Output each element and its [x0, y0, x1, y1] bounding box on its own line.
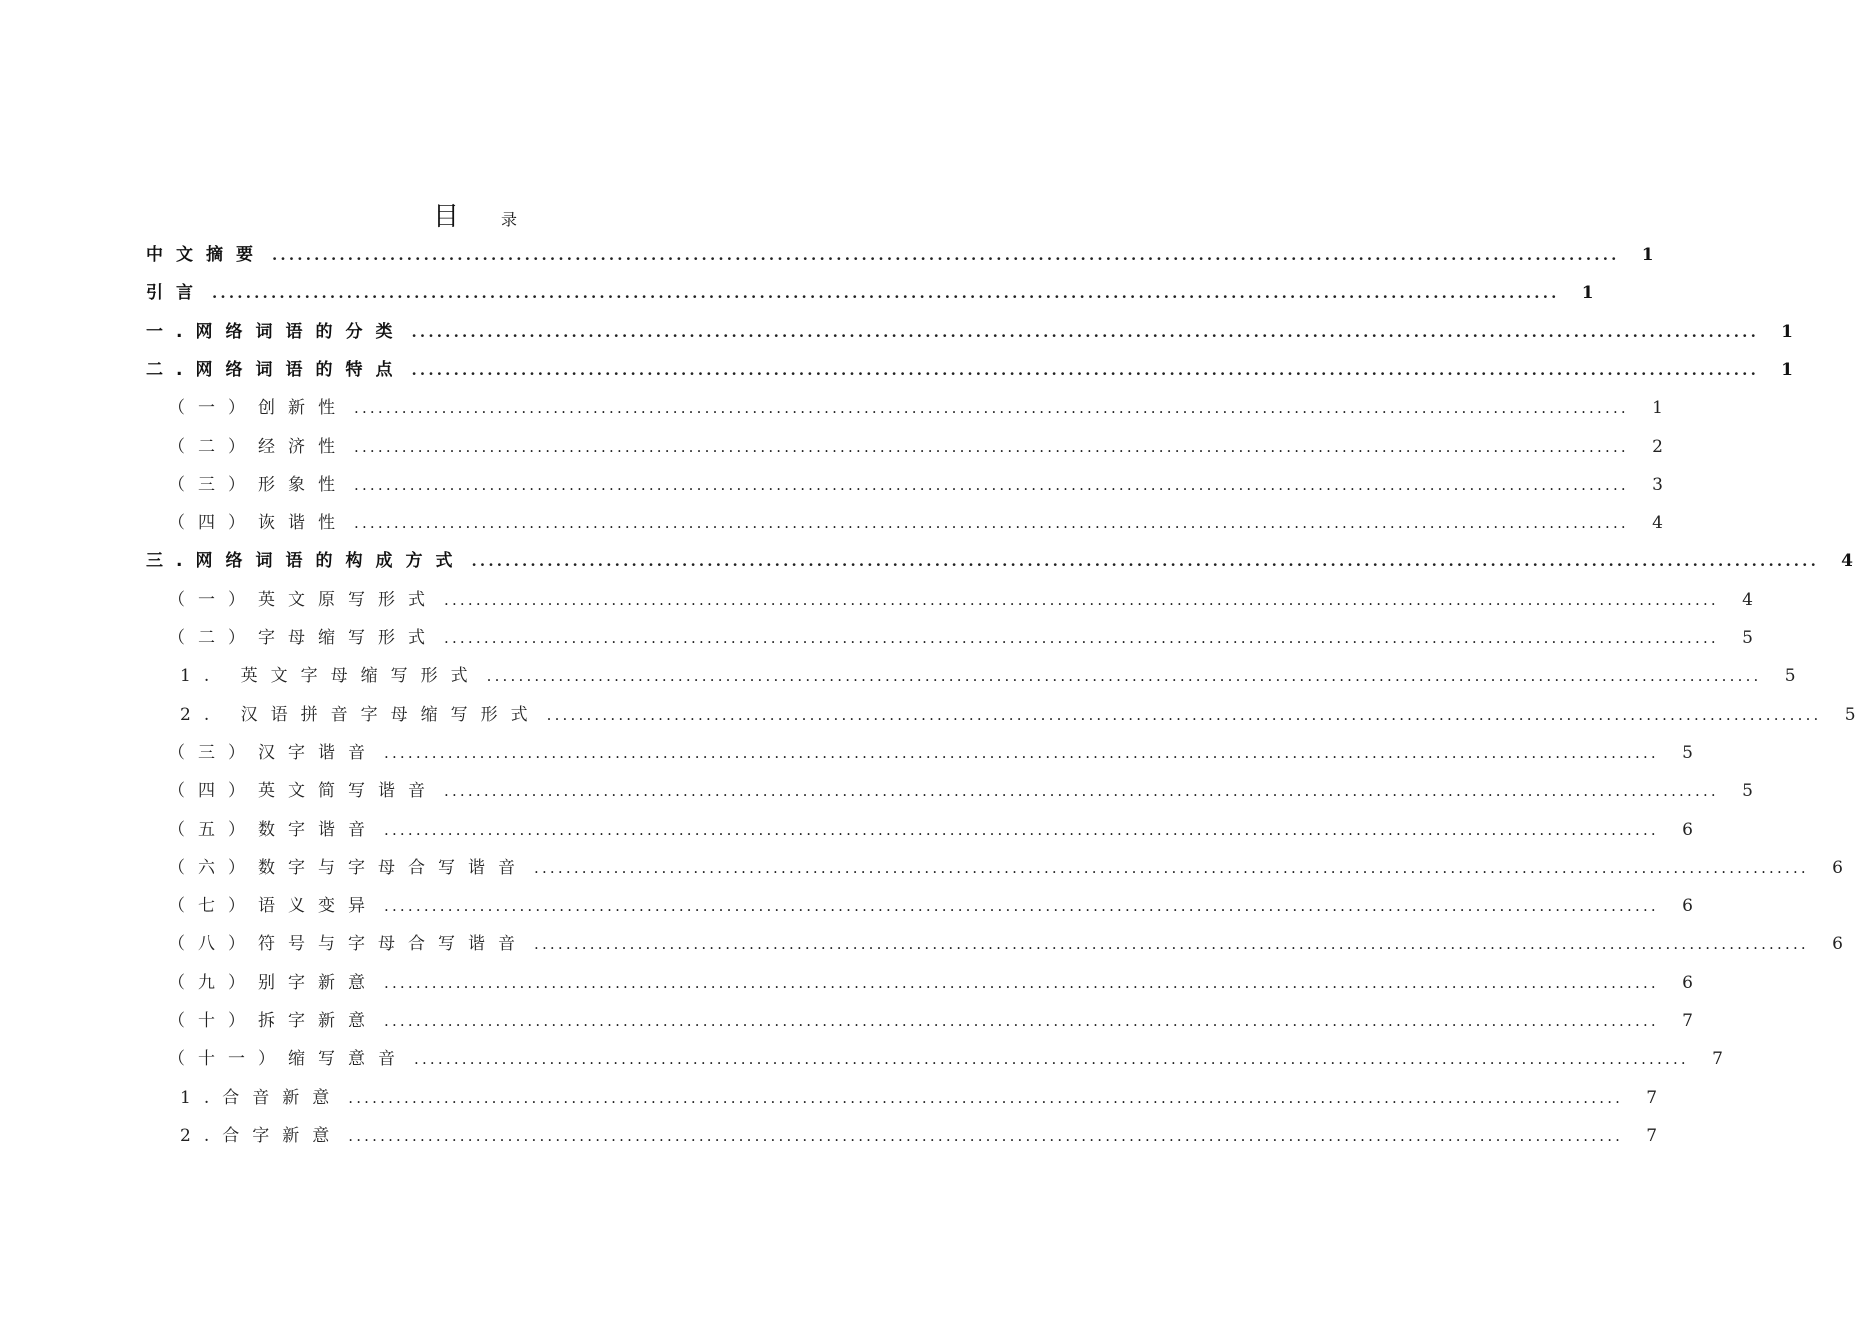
toc-entry[interactable]: [168, 853, 1843, 879]
toc-entry-label: （六）数字与字母合写谐音: [168, 857, 528, 878]
toc-entry-page: 7: [1682, 1011, 1693, 1031]
toc-entry-page: 6: [1682, 896, 1693, 917]
toc-entry-label: （三）形象性: [168, 474, 348, 495]
page-title: [0, 196, 950, 233]
toc-entry-page: 1: [1781, 359, 1794, 380]
toc-dot-leader: ................................................................................................................................................................: [411, 322, 1760, 341]
toc-entry[interactable]: [180, 1121, 1658, 1147]
toc-entry-page: 5: [1742, 781, 1753, 802]
toc-entry[interactable]: [168, 585, 1753, 611]
toc-entry[interactable]: [168, 508, 1663, 534]
toc-dot-leader: ................................................................................................................................................................: [354, 514, 1629, 533]
toc-dot-leader: ................................................................................................................................................................: [411, 360, 1760, 379]
toc-entry[interactable]: [168, 432, 1663, 458]
toc-entry-page: 4: [1652, 513, 1663, 534]
toc-entry[interactable]: [168, 470, 1663, 496]
toc-dot-leader: ................................................................................................................................................................: [384, 897, 1659, 916]
toc-entry-page: 5: [1784, 666, 1796, 687]
toc-entry-page: 5: [1844, 704, 1856, 725]
toc-entry-label: 2. 汉语拼音字母缩写形式: [180, 704, 541, 725]
toc-entry[interactable]: [146, 355, 1794, 381]
toc-entry-label: （二）字母缩写形式: [168, 628, 438, 648]
toc-dot-leader: ................................................................................................................................................................: [414, 1050, 1689, 1069]
toc-entry[interactable]: [168, 623, 1753, 649]
toc-entry-page: 3: [1652, 474, 1663, 495]
toc-dot-leader: ................................................................................................................................................................: [354, 475, 1629, 494]
toc-dot-leader: ................................................................................................................................................................: [444, 629, 1719, 647]
toc-entry[interactable]: [168, 738, 1693, 764]
toc-dot-leader: ................................................................................................................................................................: [471, 552, 1820, 571]
toc-entry-label: （四）英文简写谐音: [168, 781, 438, 802]
toc-entry-page: 4: [1742, 589, 1753, 610]
toc-entry[interactable]: [168, 1006, 1693, 1032]
toc-entry[interactable]: [146, 317, 1794, 343]
toc-entry-label: （九）别字新意: [168, 972, 378, 993]
toc-entry-label: 三.网络词语的构成方式: [146, 551, 466, 572]
toc-entry-page: 7: [1712, 1049, 1723, 1070]
toc-entry-label: （一）创新性: [168, 398, 348, 419]
toc-dot-leader: ................................................................................................................................................................: [534, 858, 1809, 877]
toc-dot-leader: ................................................................................................................................................................: [444, 590, 1719, 609]
toc-entry[interactable]: [180, 1083, 1658, 1109]
toc-entry[interactable]: [168, 1044, 1723, 1070]
toc-entry-label: 中文摘要: [146, 245, 266, 265]
toc-entry[interactable]: [168, 815, 1693, 841]
toc-entry-page: 5: [1682, 742, 1693, 763]
toc-dot-leader: ................................................................................................................................................................: [444, 782, 1719, 801]
toc-entry-page: 6: [1682, 819, 1693, 840]
toc-dot-leader: ................................................................................................................................................................: [384, 1012, 1659, 1030]
toc-entry-label: 1.合音新意: [180, 1087, 343, 1108]
toc-entry-label: 二.网络词语的特点: [146, 359, 406, 380]
toc-dot-leader: ................................................................................................................................................................: [546, 705, 1822, 724]
toc-entry-label: （四）诙谐性: [168, 513, 348, 534]
toc-entry-label: 引言: [146, 283, 206, 304]
toc-entry[interactable]: [146, 240, 1654, 266]
toc-dot-leader: ................................................................................................................................................................: [354, 437, 1629, 456]
toc-entry-page: 7: [1646, 1125, 1658, 1146]
toc-entry-page: 6: [1832, 934, 1843, 955]
toc-entry-label: （三）汉字谐音: [168, 742, 378, 763]
toc-entry-page: 4: [1841, 551, 1854, 572]
toc-dot-leader: ................................................................................................................................................................: [348, 1088, 1624, 1107]
toc-entry[interactable]: [168, 393, 1663, 419]
toc-entry-page: 6: [1682, 972, 1693, 993]
toc-dot-leader: ................................................................................................................................................................: [348, 1126, 1624, 1145]
toc-dot-leader: ................................................................................................................................................................: [384, 973, 1659, 992]
title-char-2: 录: [501, 210, 518, 229]
toc-entry-page: 6: [1832, 857, 1843, 878]
toc-entry-page: 1: [1781, 321, 1794, 342]
toc-entry[interactable]: [168, 891, 1693, 917]
toc-entry-label: 2.合字新意: [180, 1125, 343, 1146]
toc-entry[interactable]: [146, 546, 1854, 572]
toc-entry-label: （十一）缩写意音: [168, 1049, 408, 1070]
toc-entry-label: 一.网络词语的分类: [146, 321, 406, 342]
toc-entry-page: 2: [1652, 436, 1663, 457]
toc-entry[interactable]: [180, 700, 1856, 726]
toc-entry-label: （十）拆字新意: [168, 1011, 378, 1031]
toc-dot-leader: ................................................................................................................................................................: [486, 667, 1762, 686]
toc-entry-page: 7: [1646, 1087, 1658, 1108]
toc-dot-leader: ................................................................................................................................................................: [534, 935, 1809, 954]
toc-dot-leader: ................................................................................................................................................................: [384, 820, 1659, 839]
toc-entry-label: 1. 英文字母缩写形式: [180, 666, 481, 687]
toc-entry-page: 1: [1581, 283, 1594, 304]
toc-entry-label: （一）英文原写形式: [168, 589, 438, 610]
toc-entry-page: 1: [1641, 245, 1654, 265]
title-char-1: 目: [432, 202, 459, 232]
toc-dot-leader: ................................................................................................................................................................: [354, 399, 1629, 418]
toc-dot-leader: ................................................................................................................................................................: [384, 743, 1659, 762]
toc-entry[interactable]: [146, 278, 1594, 304]
toc-entry-label: （八）符号与字母合写谐音: [168, 934, 528, 955]
toc-entry[interactable]: [168, 929, 1843, 955]
toc-entry-label: （七）语义变异: [168, 896, 378, 917]
toc-entry[interactable]: [168, 776, 1753, 802]
toc-dot-leader: ................................................................................................................................................................: [272, 246, 1620, 264]
toc-entry[interactable]: [180, 661, 1796, 687]
toc-entry-label: （二）经济性: [168, 436, 348, 457]
toc-entry-page: 1: [1652, 398, 1663, 419]
toc-entry[interactable]: [168, 968, 1693, 994]
toc-dot-leader: ................................................................................................................................................................: [212, 284, 1560, 303]
toc-entry-label: （五）数字谐音: [168, 819, 378, 840]
toc-entry-page: 5: [1742, 628, 1753, 648]
